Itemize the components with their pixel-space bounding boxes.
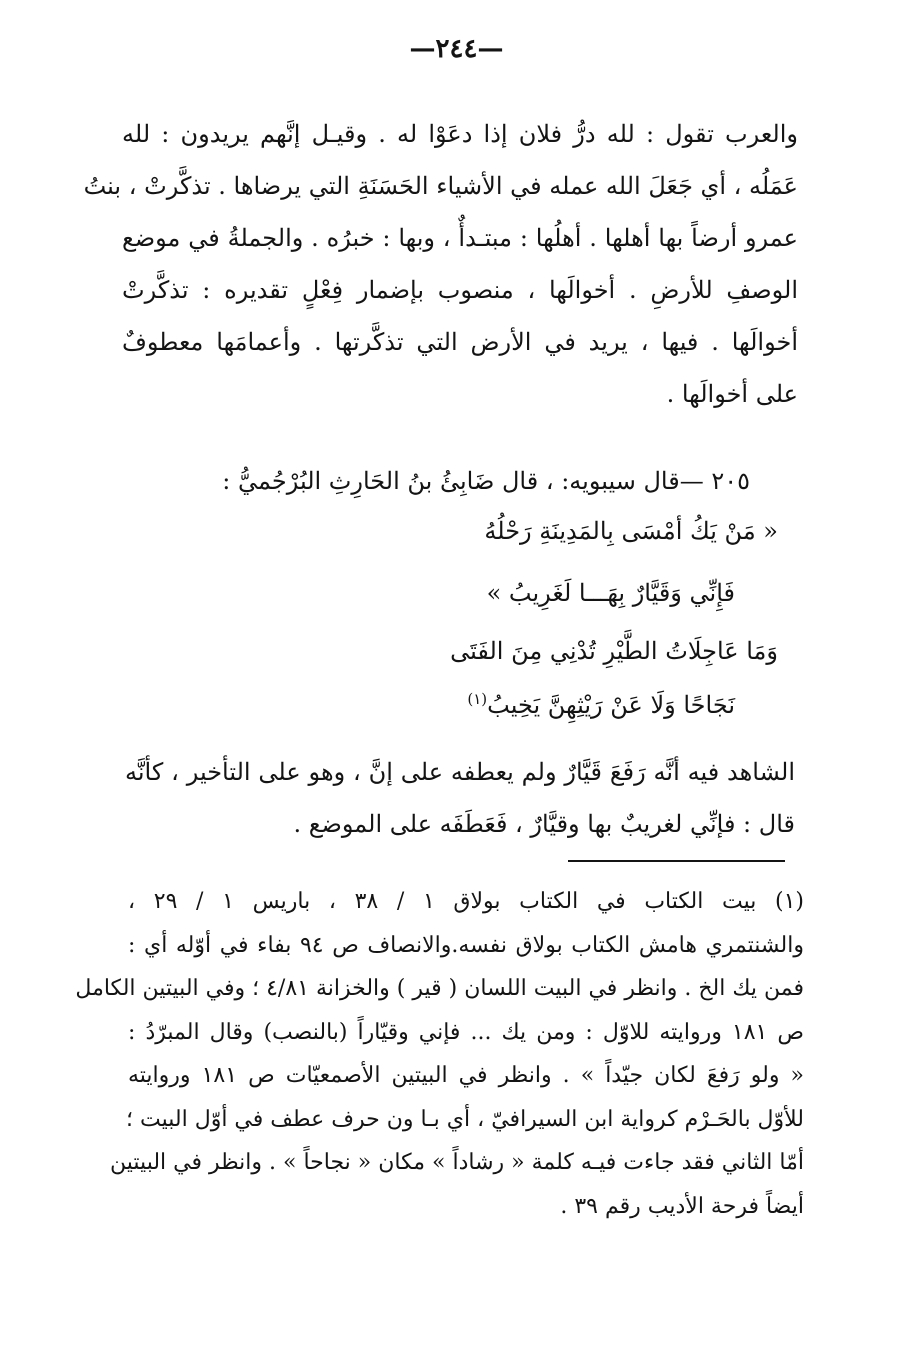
footnote-line: (١) بيت الكتاب في الكتاب بولاق ١ / ٣٨ ، باريس ١ / ٢٩ ، bbox=[128, 889, 804, 914]
footnote-line: « ولو رَفعَ لكان جيّداً » . وانظر في البيتين الأصمعيّات ص ١٨١ وروايته bbox=[128, 1063, 804, 1088]
footnote-marker: (١) bbox=[467, 690, 488, 708]
entry-heading bbox=[222, 458, 750, 504]
explanation-line: قال : فإنِّي لغريبٌ بها وقيَّارٌ ، فَعَطَفَه على الموضع . bbox=[293, 810, 795, 838]
paragraph-line: والعرب تقول : لله درُّ فلان إذا دعَوْا له . وقيـل إنَّهم يريدون : لله bbox=[122, 120, 798, 148]
paragraph-line: على أخوالَها . bbox=[666, 380, 798, 408]
explanation-line: الشاهد فيه أنَّه رَفَعَ قَيَّارٌ ولم يعطفه على إنَّ ، وهو على التأخير ، كأنَّه bbox=[125, 758, 795, 786]
main-paragraph bbox=[83, 108, 798, 420]
footnote-line: فمن يك الخ . وانظر في البيت اللسان ( قير ) والخزانة ٤/٨١ ؛ وفي البيتين الكامل bbox=[75, 976, 804, 1001]
verse-text: نَجَاحًا وَلَا عَنْ رَيْثِهِنَّ يَخِيبُ bbox=[487, 691, 735, 719]
footnote-line: للأوّل بالحَـرْم كرواية ابن السيرافيّ ، أي بـا ون حرف عطف في أوّل البيت ؛ bbox=[126, 1106, 804, 1132]
verse-line-1: « مَنْ يَكُ أمْسَى بِالمَدِينَةِ رَحْلُهُ bbox=[484, 517, 778, 545]
paragraph-line: عمرو أرضاً بها أهلها . أهلُها : مبتـدأٌ ، وبها : خبرُه . والجملةُ في موضع bbox=[122, 224, 798, 252]
paragraph-line: أخوالَها . فيها ، يريد في الأرض التي تذكَّرتها . وأعمامَها معطوفٌ bbox=[122, 328, 798, 356]
paragraph-line: عَمَلُه ، أي جَعَلَ الله عمله في الأشياء الحَسَنَةِ التي يرضاها . تذكَّرتْ ، بنتُ bbox=[83, 172, 798, 200]
page-number: —٢٤٤— bbox=[409, 34, 504, 64]
footnote-line: أيضاً فرحة الأديب رقم ٣٩ . bbox=[560, 1193, 804, 1219]
verse-line-2: فَإِنِّي وَقَيَّارٌ بِهَـــا لَغَرِيبُ » bbox=[486, 579, 735, 607]
footnote-line: ص ١٨١ وروايته للاوّل : ومن يك ... فإني وقيّاراً (بالنصب) وقال المبرّدُ : bbox=[128, 1019, 804, 1045]
footnote-separator bbox=[568, 860, 785, 862]
paragraph-line: الوصفِ للأرضِ . أخوالَها ، منصوب بإضمار فِعْلٍ تقديره : تذكَّرتْ bbox=[122, 276, 798, 304]
verse-line-3: وَمَا عَاجِلَاتُ الطَّيْرِ تُدْنِي مِنَ الفَتَى bbox=[450, 637, 778, 665]
verse-line-4 bbox=[467, 676, 735, 728]
footnote-block bbox=[75, 880, 804, 1228]
footnote-line: والشنتمري هامش الكتاب بولاق نفسه.والانصاف ص ٩٤ بفاء في أوّله أي : bbox=[128, 932, 804, 958]
explanation-paragraph bbox=[125, 746, 795, 850]
entry-intro: ٢٠٥ —قال سيبويه: ، قال ضَابِئُ بنُ الحَارِثِ البُرْجُميُّ : bbox=[222, 467, 750, 495]
footnote-line: أمّا الثاني فقد جاءت فيـه كلمة « رشاداً » مكان « نجاحاً » . وانظر في البيتين bbox=[110, 1150, 804, 1175]
